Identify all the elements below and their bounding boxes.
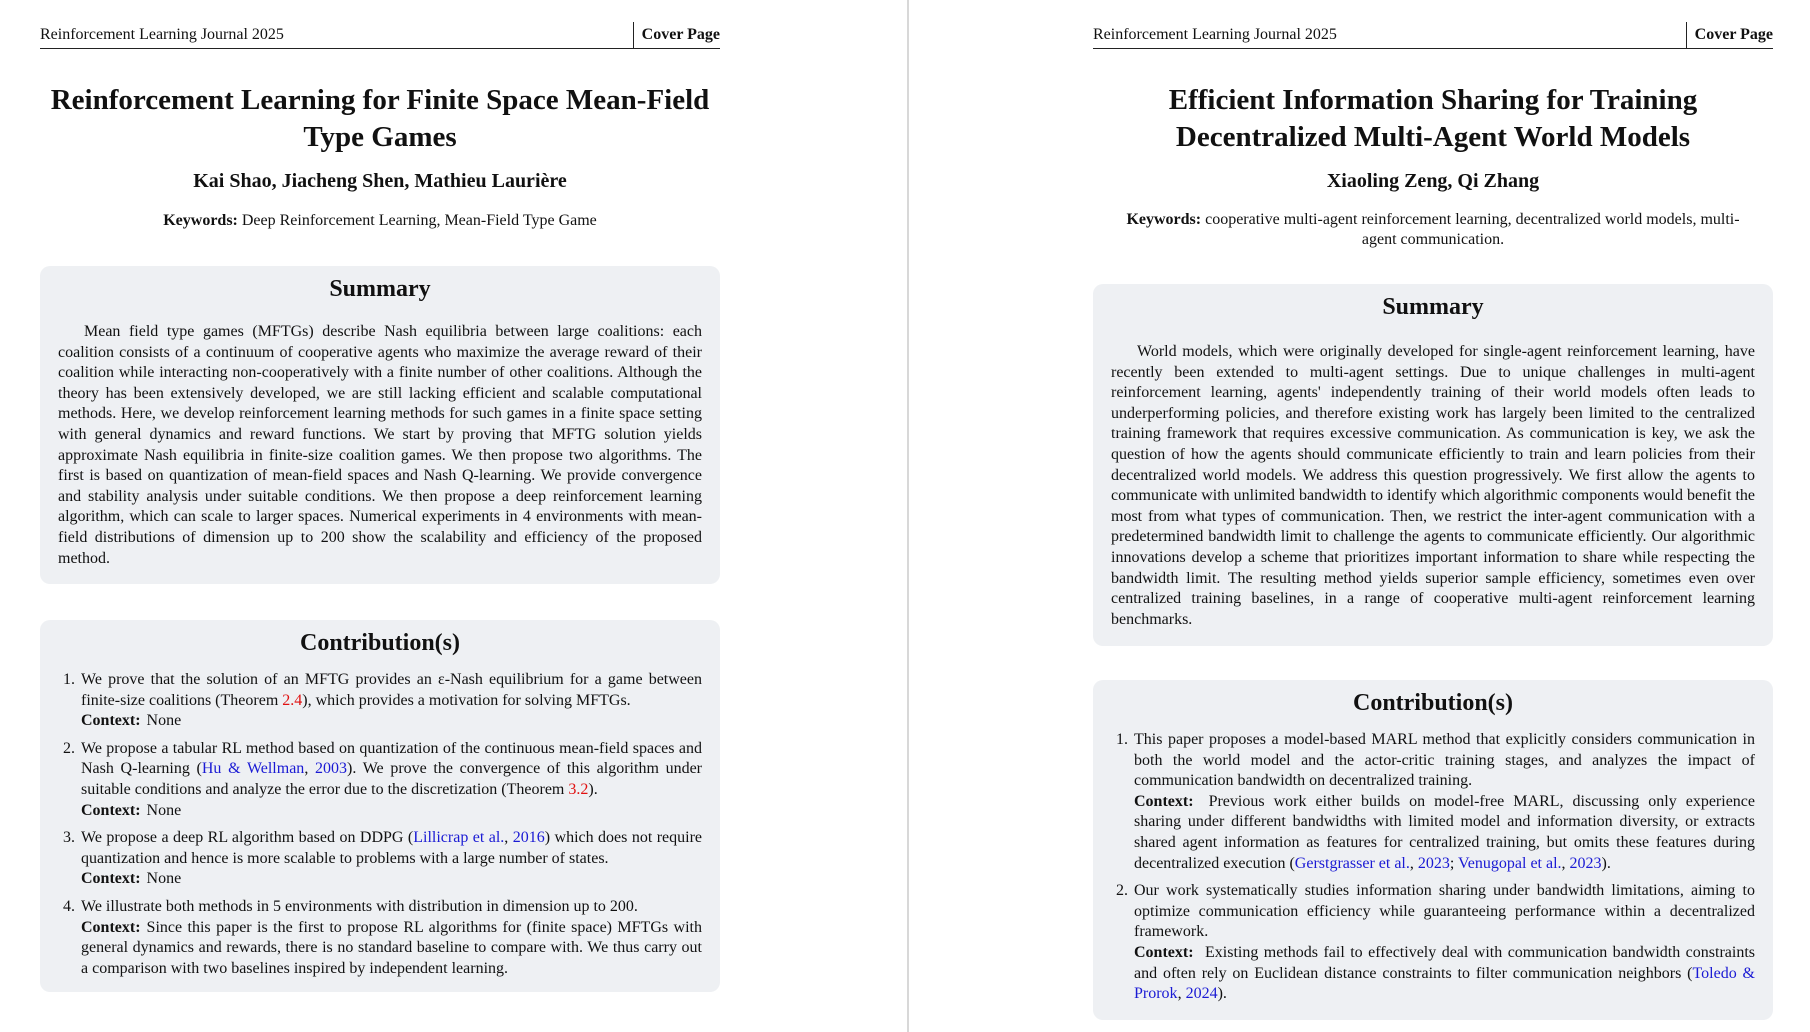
cover-page-right xyxy=(1093,0,1773,1032)
title-line-1: Efficient Information Sharing for Training xyxy=(1168,84,1698,116)
cover-page-left xyxy=(40,0,720,1032)
context-label: Context: xyxy=(1134,792,1194,810)
page-divider xyxy=(907,0,909,1032)
contribution-text: ) which does not require quantization and hence is more scalable to problems with a large number of states. xyxy=(81,829,703,867)
context-text: None xyxy=(146,870,182,888)
theorem-link[interactable]: 2.4 xyxy=(282,691,303,709)
cover-page-label: Cover Page xyxy=(633,22,720,48)
context-label: Context: xyxy=(1134,943,1194,961)
context-text: None xyxy=(146,801,182,819)
authors: Kai Shao, Jiacheng Shen, Mathieu Laurière xyxy=(193,170,567,192)
citation-link[interactable]: Toledo & Prorok xyxy=(1134,964,1756,1003)
contribution-text: This paper proposes a model-based MARL method that explicitly considers communication in both the world model and the actor-critic training stages, and analyzes the impact of communication bandwidth on decentralized training. xyxy=(1134,731,1755,790)
summary-heading: Summary xyxy=(329,276,431,302)
context-text: Previous work either builds on model-free MARL, discussing only experience sharing under different bandwidths with limited model and information diversity, or extracts shared agent information as features for centralized training, but omits these features during decentralized execution ( xyxy=(1134,792,1756,872)
journal-name: Reinforcement Learning Journal 2025 xyxy=(1093,26,1337,43)
context-label: Context: xyxy=(81,712,141,730)
theorem-link[interactable]: 3.2 xyxy=(568,780,589,798)
contribution-text: ). xyxy=(588,780,598,798)
contribution-item xyxy=(79,828,702,890)
contribution-item xyxy=(79,739,702,821)
citation-year-link[interactable]: 2016 xyxy=(512,829,545,847)
context-text: Existing methods fail to effectively deal with communication bandwidth constraints and often rely on Euclidean distance constraints to filter communication neighbors ( xyxy=(1134,943,1755,982)
context-label: Context: xyxy=(81,801,141,819)
paper-title xyxy=(1093,82,1773,156)
citation-year-link[interactable]: 2023 xyxy=(1417,854,1450,872)
title-line-2: Decentralized Multi-Agent World Models xyxy=(1175,121,1691,153)
citation-link[interactable]: Lillicrap et al. xyxy=(413,829,505,847)
contributions-box xyxy=(1093,680,1773,1020)
keywords-label: Keywords: xyxy=(163,212,238,229)
keywords xyxy=(40,211,720,231)
title-line-2: Type Games xyxy=(303,121,457,153)
contributions-heading: Contribution(s) xyxy=(1352,690,1514,716)
contribution-text: We prove that the solution of an MFTG provides an ε-Nash equilibrium for a game between finite-size coalitions (Theorem xyxy=(81,671,702,709)
contribution-item xyxy=(1132,730,1755,874)
summary-text: World models, which were originally developed for single-agent reinforcement learning, have recently been extended to multi-agent settings. Due to unique challenges in multi-agent reinforcement learning, agents' independently training of their world models often leads to underperforming policies, and therefore existing work has largely been limited to the centralized training framework that requires excessive communication. As communication is key, we ask the question of how the agents should communicate efficiently to train and learn policies from their decentralized world models. We address this question progressively. We first allow the agents to communicate with unlimited bandwidth to identify which algorithmic components would benefit the most from what types of communication. Then, we restrict the inter-agent communication with a predetermined bandwidth limit to challenge the agents to communicate efficiently. Our algorithmic innovations develop a scheme that prioritizes important information to share while respecting the bandwidth limit. The resulting method yields superior sample efficiency, sometimes even over centralized training baselines, in a range of cooperative multi-agent reinforcement learning benchmarks. xyxy=(1111,343,1755,628)
summary-text: Mean field type games (MFTGs) describe Nash equilibria between large coalitions: each coalition consists of a continuum of cooperative agents who maximize the average reward of their coalition while interacting non-cooperatively with a finite number of other coalitions. Although the theory has been extensively developed, we are still lacking efficient and scalable computational methods. Here, we develop reinforcement learning methods for such games in a finite space setting with general dynamics and reward functions. We start by proving that MFTG solution yields approximate Nash equilibria in finite-size coalition games. We then propose two algorithms. The first is based on quantization of mean-field spaces and Nash Q-learning. We provide convergence and stability analysis under suitable conditions. We then propose a deep reinforcement learning algorithm, which can scale to larger spaces. Numerical experiments in 4 environments with mean-field distributions of dimension up to 200 show the scalability and efficiency of the proposed method. xyxy=(58,323,702,567)
keywords-text: Deep Reinforcement Learning, Mean-Field Type Game xyxy=(241,212,597,229)
title-line-1: Reinforcement Learning for Finite Space Mean-Field xyxy=(50,84,710,116)
keywords xyxy=(1093,210,1773,250)
contributions-box xyxy=(40,620,720,992)
contribution-item xyxy=(79,897,702,979)
authors: Xiaoling Zeng, Qi Zhang xyxy=(1326,170,1540,192)
journal-name: Reinforcement Learning Journal 2025 xyxy=(40,26,284,43)
context-text: None xyxy=(146,712,182,730)
contribution-text: Our work systematically studies information sharing under bandwidth limitations, aiming to optimize communication efficiency while guaranteeing performance within a decentralized framework. xyxy=(1134,882,1755,941)
citation-year-link[interactable]: 2003 xyxy=(315,760,347,778)
keywords-text: cooperative multi-agent reinforcement learning, decentralized world models, multi-agent communication. xyxy=(1205,211,1740,248)
contributions-list xyxy=(58,670,702,979)
keywords-label: Keywords: xyxy=(1126,211,1202,228)
cover-page-label: Cover Page xyxy=(1686,22,1773,48)
separator: , xyxy=(304,760,315,778)
citation-year-link[interactable]: 2024 xyxy=(1185,985,1218,1003)
summary-box xyxy=(1093,284,1773,646)
contribution-text: We illustrate both methods in 5 environments with distribution in dimension up to 200. xyxy=(81,897,638,915)
contribution-text: ), which provides a motivation for solving MFTGs. xyxy=(302,691,631,709)
contribution-text: ). We prove the convergence of this algorithm under suitable conditions and analyze the error due to the discretization (Theorem xyxy=(81,760,703,798)
citation-year-link[interactable]: 2023 xyxy=(1569,854,1602,872)
separator: , xyxy=(1409,854,1418,872)
separator: , xyxy=(1177,985,1186,1003)
page-header xyxy=(40,22,720,49)
separator: ; xyxy=(1449,854,1459,872)
context-label: Context: xyxy=(81,918,141,936)
contribution-item xyxy=(79,670,702,732)
contribution-text: We propose a tabular RL method based on quantization of the continuous mean-field spaces and Nash Q-learning ( xyxy=(81,739,702,778)
contributions-list xyxy=(1111,730,1755,1005)
citation-link[interactable]: Venugopal et al. xyxy=(1458,854,1562,872)
context-label: Context: xyxy=(81,870,141,888)
separator: , xyxy=(1561,854,1570,872)
separator: ). xyxy=(1601,854,1611,872)
page-header xyxy=(1093,22,1773,49)
summary-box xyxy=(40,266,720,584)
separator: ). xyxy=(1217,985,1227,1003)
contributions-heading: Contribution(s) xyxy=(299,630,461,656)
contribution-item xyxy=(1132,881,1755,1005)
citation-link[interactable]: Gerstgrasser et al. xyxy=(1294,854,1410,872)
summary-heading: Summary xyxy=(1382,294,1484,320)
citation-link[interactable]: Hu & Wellman xyxy=(201,760,305,778)
context-text: Since this paper is the first to propose RL algorithms for (finite space) MFTGs with general dynamics and rewards, there is no standard baseline to compare with. We thus carry out a comparison with two baselines inspired by independent learning. xyxy=(81,918,702,977)
paper-title xyxy=(40,82,720,156)
separator: , xyxy=(504,829,513,847)
contribution-text: We propose a deep RL algorithm based on DDPG ( xyxy=(81,829,414,847)
